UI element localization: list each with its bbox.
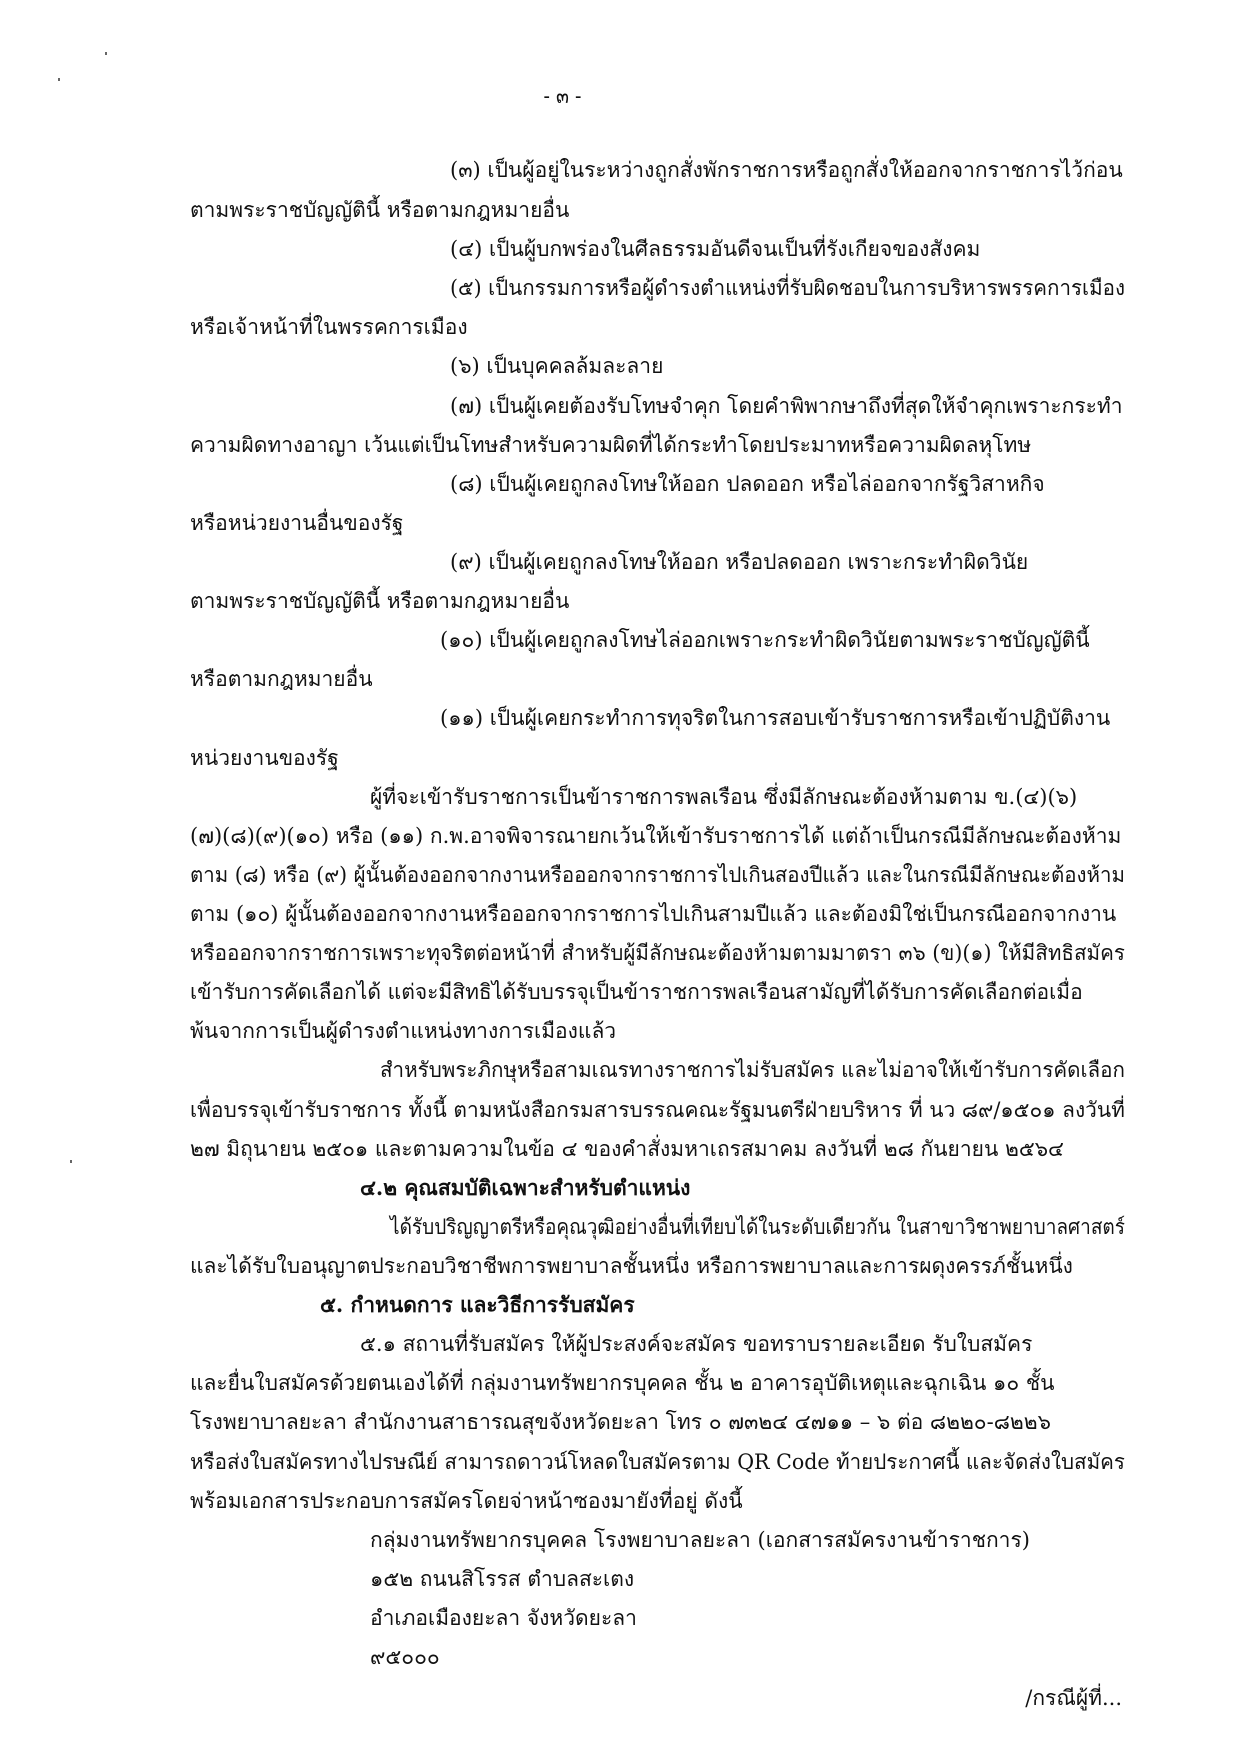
- clause-9-cont: ตามพระราชบัญญัตินี้ หรือตามกฎหมายอื่น: [190, 589, 570, 613]
- application-para-line: พร้อมเอกสารประกอบการสมัครโดยจ่าหน้าซองมายังที่อยู่ ดังนี้: [190, 1489, 743, 1513]
- exception-para-line: (๗)(๘)(๙)(๑๐) หรือ (๑๑) ก.พ.อาจพิจารณายกเว้นให้เข้ารับราชการได้ แต่ถ้าเป็นกรณีมีลักษณะต้องห้าม: [190, 824, 1122, 848]
- application-para-line: ๕.๑ สถานที่รับสมัคร ให้ผู้ประสงค์จะสมัคร ขอทราบรายละเอียด รับใบสมัคร: [360, 1332, 1033, 1356]
- clause-7-cont: ความผิดทางอาญา เว้นแต่เป็นโทษสำหรับความผิดที่ได้กระทำโดยประมาทหรือความผิดลหุโทษ: [190, 433, 1032, 457]
- continuation-marker: /กรณีผู้ที่...: [1025, 1686, 1122, 1710]
- clause-11-cont: หน่วยงานของรัฐ: [190, 746, 339, 770]
- clause-5: (๕) เป็นกรรมการหรือผู้ดำรงตำแหน่งที่รับผิดชอบในการบริหารพรรคการเมือง: [450, 276, 1126, 300]
- scan-speck: [70, 1160, 72, 1163]
- clause-10-cont: หรือตามกฎหมายอื่น: [190, 667, 373, 691]
- address-line: กลุ่มงานทรัพยากรบุคคล โรงพยาบาลยะลา (เอกสารสมัครงานข้าราชการ): [370, 1528, 1030, 1552]
- exception-para-line: ตาม (๘) หรือ (๙) ผู้นั้นต้องออกจากงานหรือออกจากราชการไปเกินสองปีแล้ว และในกรณีมีลักษณะต้องห้าม: [190, 863, 1125, 887]
- clause-4: (๔) เป็นผู้บกพร่องในศีลธรรมอันดีจนเป็นที่รังเกียจของสังคม: [450, 237, 981, 261]
- monk-para-line: เพื่อบรรจุเข้ารับราชการ ทั้งนี้ ตามหนังสือกรมสารบรรณคณะรัฐมนตรีฝ่ายบริหาร ที่ นว ๘๙/๑๕๐๑ ลงวันที่: [190, 1098, 1125, 1122]
- scan-speck: [105, 52, 107, 55]
- postal-code: ๙๕๐๐๐: [370, 1645, 440, 1669]
- clause-6: (๖) เป็นบุคคลล้มละลาย: [450, 354, 664, 378]
- page-number: - ๓ -: [543, 84, 582, 108]
- application-para-line: หรือส่งใบสมัครทางไปรษณีย์ สามารถดาวน์โหลดใบสมัครตาม QR Code ท้ายประกาศนี้ และจัดส่งใบสมัคร: [190, 1450, 1125, 1474]
- qualification-line: และได้รับใบอนุญาตประกอบวิชาชีพการพยาบาลชั้นหนึ่ง หรือการพยาบาลและการผดุงครรภ์ชั้นหนึ่ง: [190, 1254, 1073, 1278]
- clause-8: (๘) เป็นผู้เคยถูกลงโทษให้ออก ปลดออก หรือไล่ออกจากรัฐวิสาหกิจ: [450, 472, 1045, 496]
- application-para-line: โรงพยาบาลยะลา สำนักงานสาธารณสุขจังหวัดยะลา โทร ๐ ๗๓๒๔ ๔๗๑๑ – ๖ ต่อ ๘๒๒๐-๘๒๒๖: [190, 1410, 1051, 1434]
- monk-para-line: ๒๗ มิถุนายน ๒๕๐๑ และตามความในข้อ ๔ ของคำสั่งมหาเถรสมาคม ลงวันที่ ๒๘ กันยายน ๒๕๖๔: [190, 1137, 1064, 1161]
- exception-para-line: เข้ารับการคัดเลือกได้ แต่จะมีสิทธิได้รับบรรจุเป็นข้าราชการพลเรือนสามัญที่ได้รับการคัดเลือกต่อเมื่อ: [190, 980, 1083, 1004]
- clause-10: (๑๐) เป็นผู้เคยถูกลงโทษไล่ออกเพราะกระทำผิดวินัยตามพระราชบัญญัตินี้: [440, 628, 1090, 652]
- clause-5-cont: หรือเจ้าหน้าที่ในพรรคการเมือง: [190, 315, 468, 339]
- address-line: ๑๕๒ ถนนสิโรรส ตำบลสะเตง: [370, 1567, 635, 1591]
- scan-speck: [58, 78, 60, 81]
- monk-para-line: สำหรับพระภิกษุหรือสามเณรทางราชการไม่รับสมัคร และไม่อาจให้เข้ารับการคัดเลือก: [380, 1058, 1125, 1082]
- clause-7: (๗) เป็นผู้เคยต้องรับโทษจำคุก โดยคำพิพากษาถึงที่สุดให้จำคุกเพราะกระทำ: [450, 394, 1123, 418]
- clause-9: (๙) เป็นผู้เคยถูกลงโทษให้ออก หรือปลดออก เพราะกระทำผิดวินัย: [450, 550, 1029, 574]
- exception-para-line: หรือออกจากราชการเพราะทุจริตต่อหน้าที่ สำหรับผู้มีลักษณะต้องห้ามตามมาตรา ๓๖ (ข)(๑) ให้มีสิทธิสมัคร: [190, 941, 1125, 965]
- clause-3-cont: ตามพระราชบัญญัตินี้ หรือตามกฎหมายอื่น: [190, 198, 570, 222]
- application-para-line: และยื่นใบสมัครด้วยตนเองได้ที่ กลุ่มงานทรัพยากรบุคคล ชั้น ๒ อาคารอุบัติเหตุและฉุกเฉิน ๑๐ ชั้น: [190, 1371, 1055, 1395]
- qualification-line: ได้รับปริญญาตรีหรือคุณวุฒิอย่างอื่นที่เทียบได้ในระดับเดียวกัน ในสาขาวิชาพยาบาลศาสตร์: [390, 1215, 1126, 1239]
- section-4-2-heading: ๔.๒ คุณสมบัติเฉพาะสำหรับตำแหน่ง: [360, 1175, 691, 1200]
- clause-8-cont: หรือหน่วยงานอื่นของรัฐ: [190, 511, 404, 535]
- clause-11: (๑๑) เป็นผู้เคยกระทำการทุจริตในการสอบเข้ารับราชการหรือเข้าปฏิบัติงาน: [440, 706, 1111, 730]
- exception-para-line: ผู้ที่จะเข้ารับราชการเป็นข้าราชการพลเรือน ซึ่งมีลักษณะต้องห้ามตาม ข.(๔)(๖): [370, 785, 1078, 809]
- section-5-heading: ๕. กำหนดการ และวิธีการรับสมัคร: [320, 1292, 635, 1317]
- exception-para-line: ตาม (๑๐) ผู้นั้นต้องออกจากงานหรือออกจากราชการไปเกินสามปีแล้ว และต้องมิใช่เป็นกรณีออกจากงาน: [190, 902, 1117, 926]
- address-line: อำเภอเมืองยะลา จังหวัดยะลา: [370, 1606, 637, 1630]
- clause-3: (๓) เป็นผู้อยู่ในระหว่างถูกสั่งพักราชการหรือถูกสั่งให้ออกจากราชการไว้ก่อน: [450, 158, 1123, 182]
- exception-para-line: พ้นจากการเป็นผู้ดำรงตำแหน่งทางการเมืองแล้ว: [190, 1019, 617, 1043]
